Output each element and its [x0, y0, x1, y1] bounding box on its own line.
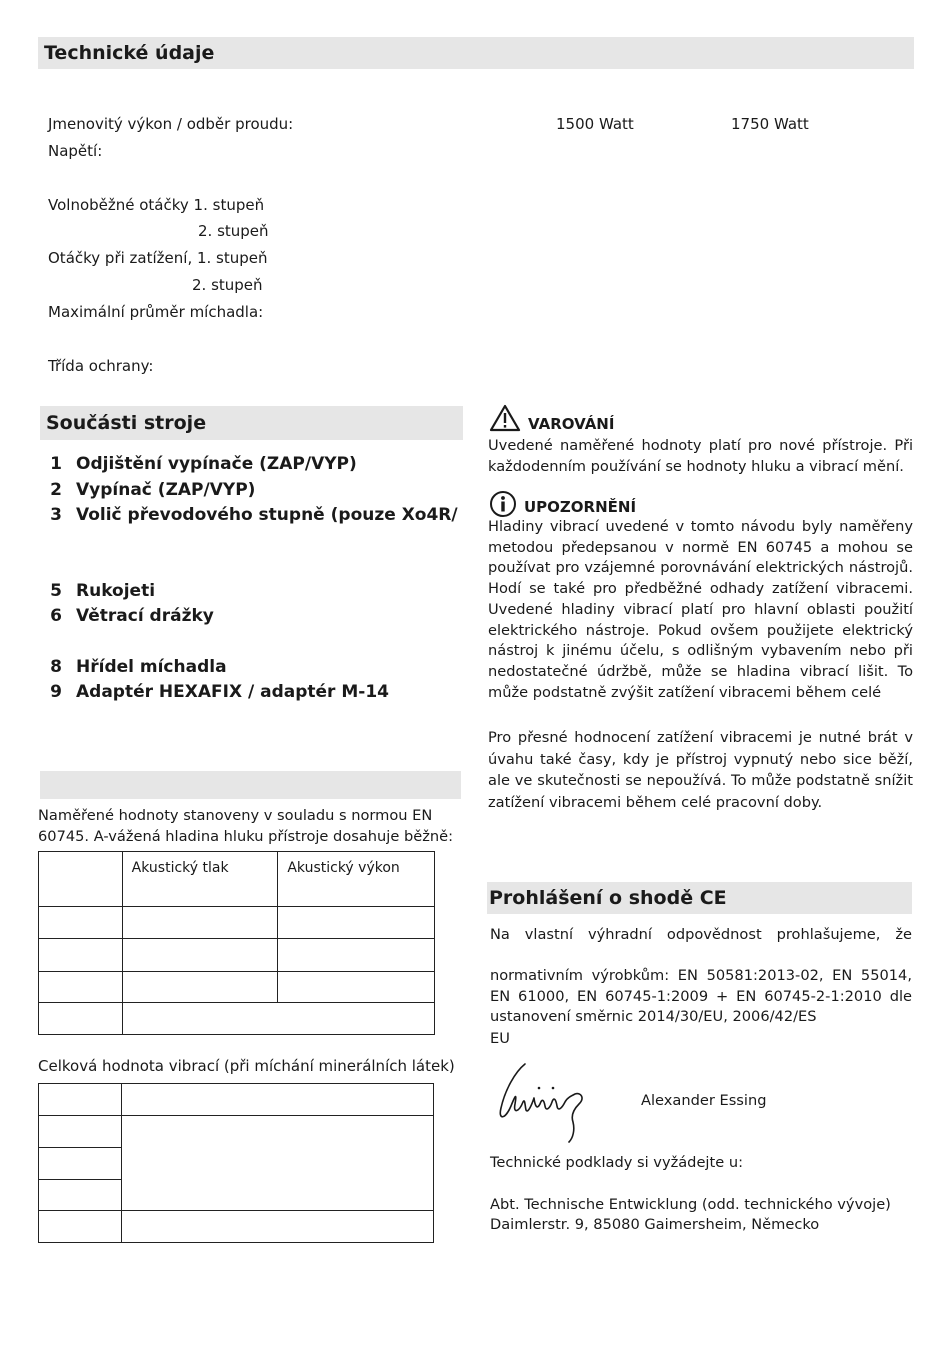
- ce-norms: normativním výrobkům: EN 50581:2013-02, EN 55014, EN 61000, EN 60745-1:2009 + EN 60745-2-1:2010 dle ustanovení směrnic 2014/30/EU, 2006/42/ES: [490, 967, 912, 1026]
- info-icon: [489, 490, 517, 518]
- vibration-cell: [39, 1148, 122, 1180]
- parts-item-number: 1: [50, 454, 62, 474]
- parts-item-label: Hřídel míchadla: [76, 657, 227, 677]
- parts-title: Součásti stroje: [46, 412, 207, 434]
- parts-item: [38, 656, 227, 678]
- noise-cell: [278, 972, 435, 1003]
- parts-item-label: Větrací drážky: [76, 606, 214, 626]
- tech-row-load-speed-2: 2. stupeň: [192, 276, 263, 294]
- parts-item-label: Adaptér HEXAFIX / adaptér M-14: [76, 682, 389, 702]
- tech-value-1500: 1500 Watt: [556, 115, 634, 133]
- parts-item: [38, 605, 214, 627]
- ce-address-2: Daimlerstr. 9, 85080 Gaimersheim, Německo: [490, 1216, 820, 1233]
- vibration-cell: [121, 1084, 433, 1116]
- parts-item: [38, 453, 357, 475]
- notice-text-2: Pro přesné hodnocení zatížení vibracemi je nutné brát v úvahu také časy, kdy je přístroj vypnutý nebo sice běží, ale ve skutečnosti se nepoužívá. To může podstatně snížit zatížení vibracemi během celé pracovní doby.: [488, 729, 913, 811]
- noise-cell: [122, 939, 278, 972]
- tech-row-idle-speed-2: 2. stupeň: [198, 222, 269, 240]
- ce-docs: Technické podklady si vyžádejte u:: [490, 1154, 743, 1171]
- vibration-cell: [39, 1180, 122, 1211]
- ce-header: [487, 882, 912, 914]
- vibration-table: [38, 1083, 434, 1243]
- signature: [495, 1058, 595, 1144]
- tech-header: [38, 37, 914, 69]
- tech-row-power: Jmenovitý výkon / odběr proudu:: [48, 115, 294, 133]
- noise-cell: [278, 939, 435, 972]
- parts-item-number: 9: [50, 682, 62, 702]
- noise-cell: [39, 972, 123, 1003]
- noise-table: [38, 851, 435, 1035]
- tech-row-voltage: Napětí:: [48, 142, 103, 160]
- parts-item: [38, 504, 458, 526]
- parts-header: [40, 406, 463, 440]
- parts-item: [38, 580, 155, 602]
- notice-text: Hladiny vibrací uvedené v tomto návodu byly naměřeny metodou předepsanou v normě EN 60745 a mohou se používat pro vzájemné porovnávání elektrických nástrojů. Hodí se také pro předběžné odhady zatížení vibracemi. Uvedené hladiny vibrací platí pro hlavní oblasti použití elektrického nástroje. Pokud ovšem použijete elektrický nástroj k jinému účelu, s odlišným vybavením nebo při nedostatečné údržbě, může se hladina vibrací lišit. To může podstatně zvýšit zatížení vibracemi během celé: [488, 518, 913, 701]
- vibration-cell: [39, 1211, 122, 1243]
- parts-item-label: Rukojeti: [76, 581, 156, 601]
- noise-cell: [39, 907, 123, 939]
- parts-item-number: 2: [50, 480, 62, 500]
- parts-item-number: 5: [50, 581, 62, 601]
- notice-title: UPOZORNĚNÍ: [524, 498, 637, 516]
- warning-text: Uvedené naměřené hodnoty platí pro nové přístroje. Při každodenním používání se hodnoty hluku a vibrací mění.: [488, 437, 913, 475]
- ce-address-1: Abt. Technische Entwicklung (odd. technického vývoje): [490, 1196, 891, 1213]
- vibration-cell: [121, 1116, 433, 1211]
- noise-cell: [39, 1003, 123, 1035]
- noise-cell: [122, 907, 278, 939]
- vibration-cell: [39, 1116, 122, 1148]
- warning-icon: [489, 404, 521, 432]
- vibration-cell: [39, 1084, 122, 1116]
- tech-value-1750: 1750 Watt: [731, 115, 809, 133]
- noise-header: [40, 771, 461, 799]
- ce-line1: Na vlastní výhradní odpovědnost prohlašujeme, že: [490, 926, 912, 943]
- parts-item: [38, 479, 255, 501]
- parts-item-label: Odjištění vypínače (ZAP/VYP): [76, 454, 357, 474]
- warning-title: VAROVÁNÍ: [528, 415, 615, 433]
- tech-title: Technické údaje: [44, 42, 215, 64]
- noise-col-power-label: Akustický výkon: [287, 860, 400, 876]
- parts-item: [38, 681, 389, 703]
- tech-row-load-speed-1: Otáčky při zatížení, 1. stupeň: [48, 249, 268, 267]
- noise-intro: Naměřené hodnoty stanoveny v souladu s normou EN 60745. A-vážená hladina hluku přístroje dosahuje běžně:: [38, 807, 454, 845]
- parts-item-number: 3: [50, 505, 62, 525]
- noise-col-pressure-label: Akustický tlak: [131, 860, 229, 876]
- noise-cell: [39, 939, 123, 972]
- noise-col-pressure: [122, 852, 278, 907]
- ce-title: Prohlášení o shodě CE: [489, 887, 727, 909]
- tech-row-max-diameter: Maximální průměr míchadla:: [48, 303, 264, 321]
- tech-row-idle-speed-1: Volnoběžné otáčky 1. stupeň: [48, 196, 265, 214]
- ce-signer: Alexander Essing: [641, 1092, 767, 1109]
- vibration-cell: [121, 1211, 433, 1243]
- tech-row-protection-class: Třída ochrany:: [48, 357, 154, 375]
- parts-item-number: 8: [50, 657, 62, 677]
- noise-col-power: [278, 852, 435, 907]
- vibration-intro: Celková hodnota vibrací (při míchání minerálních látek): [38, 1057, 455, 1075]
- noise-cell: [278, 907, 435, 939]
- noise-cell: [122, 1003, 434, 1035]
- noise-cell: [122, 972, 278, 1003]
- parts-item-number: 6: [50, 606, 62, 626]
- noise-cell: [39, 852, 123, 907]
- parts-item-label: Volič převodového stupně (pouze Xo4R/: [76, 505, 458, 525]
- parts-item-label: Vypínač (ZAP/VYP): [76, 480, 256, 500]
- ce-eu: EU: [490, 1030, 510, 1047]
